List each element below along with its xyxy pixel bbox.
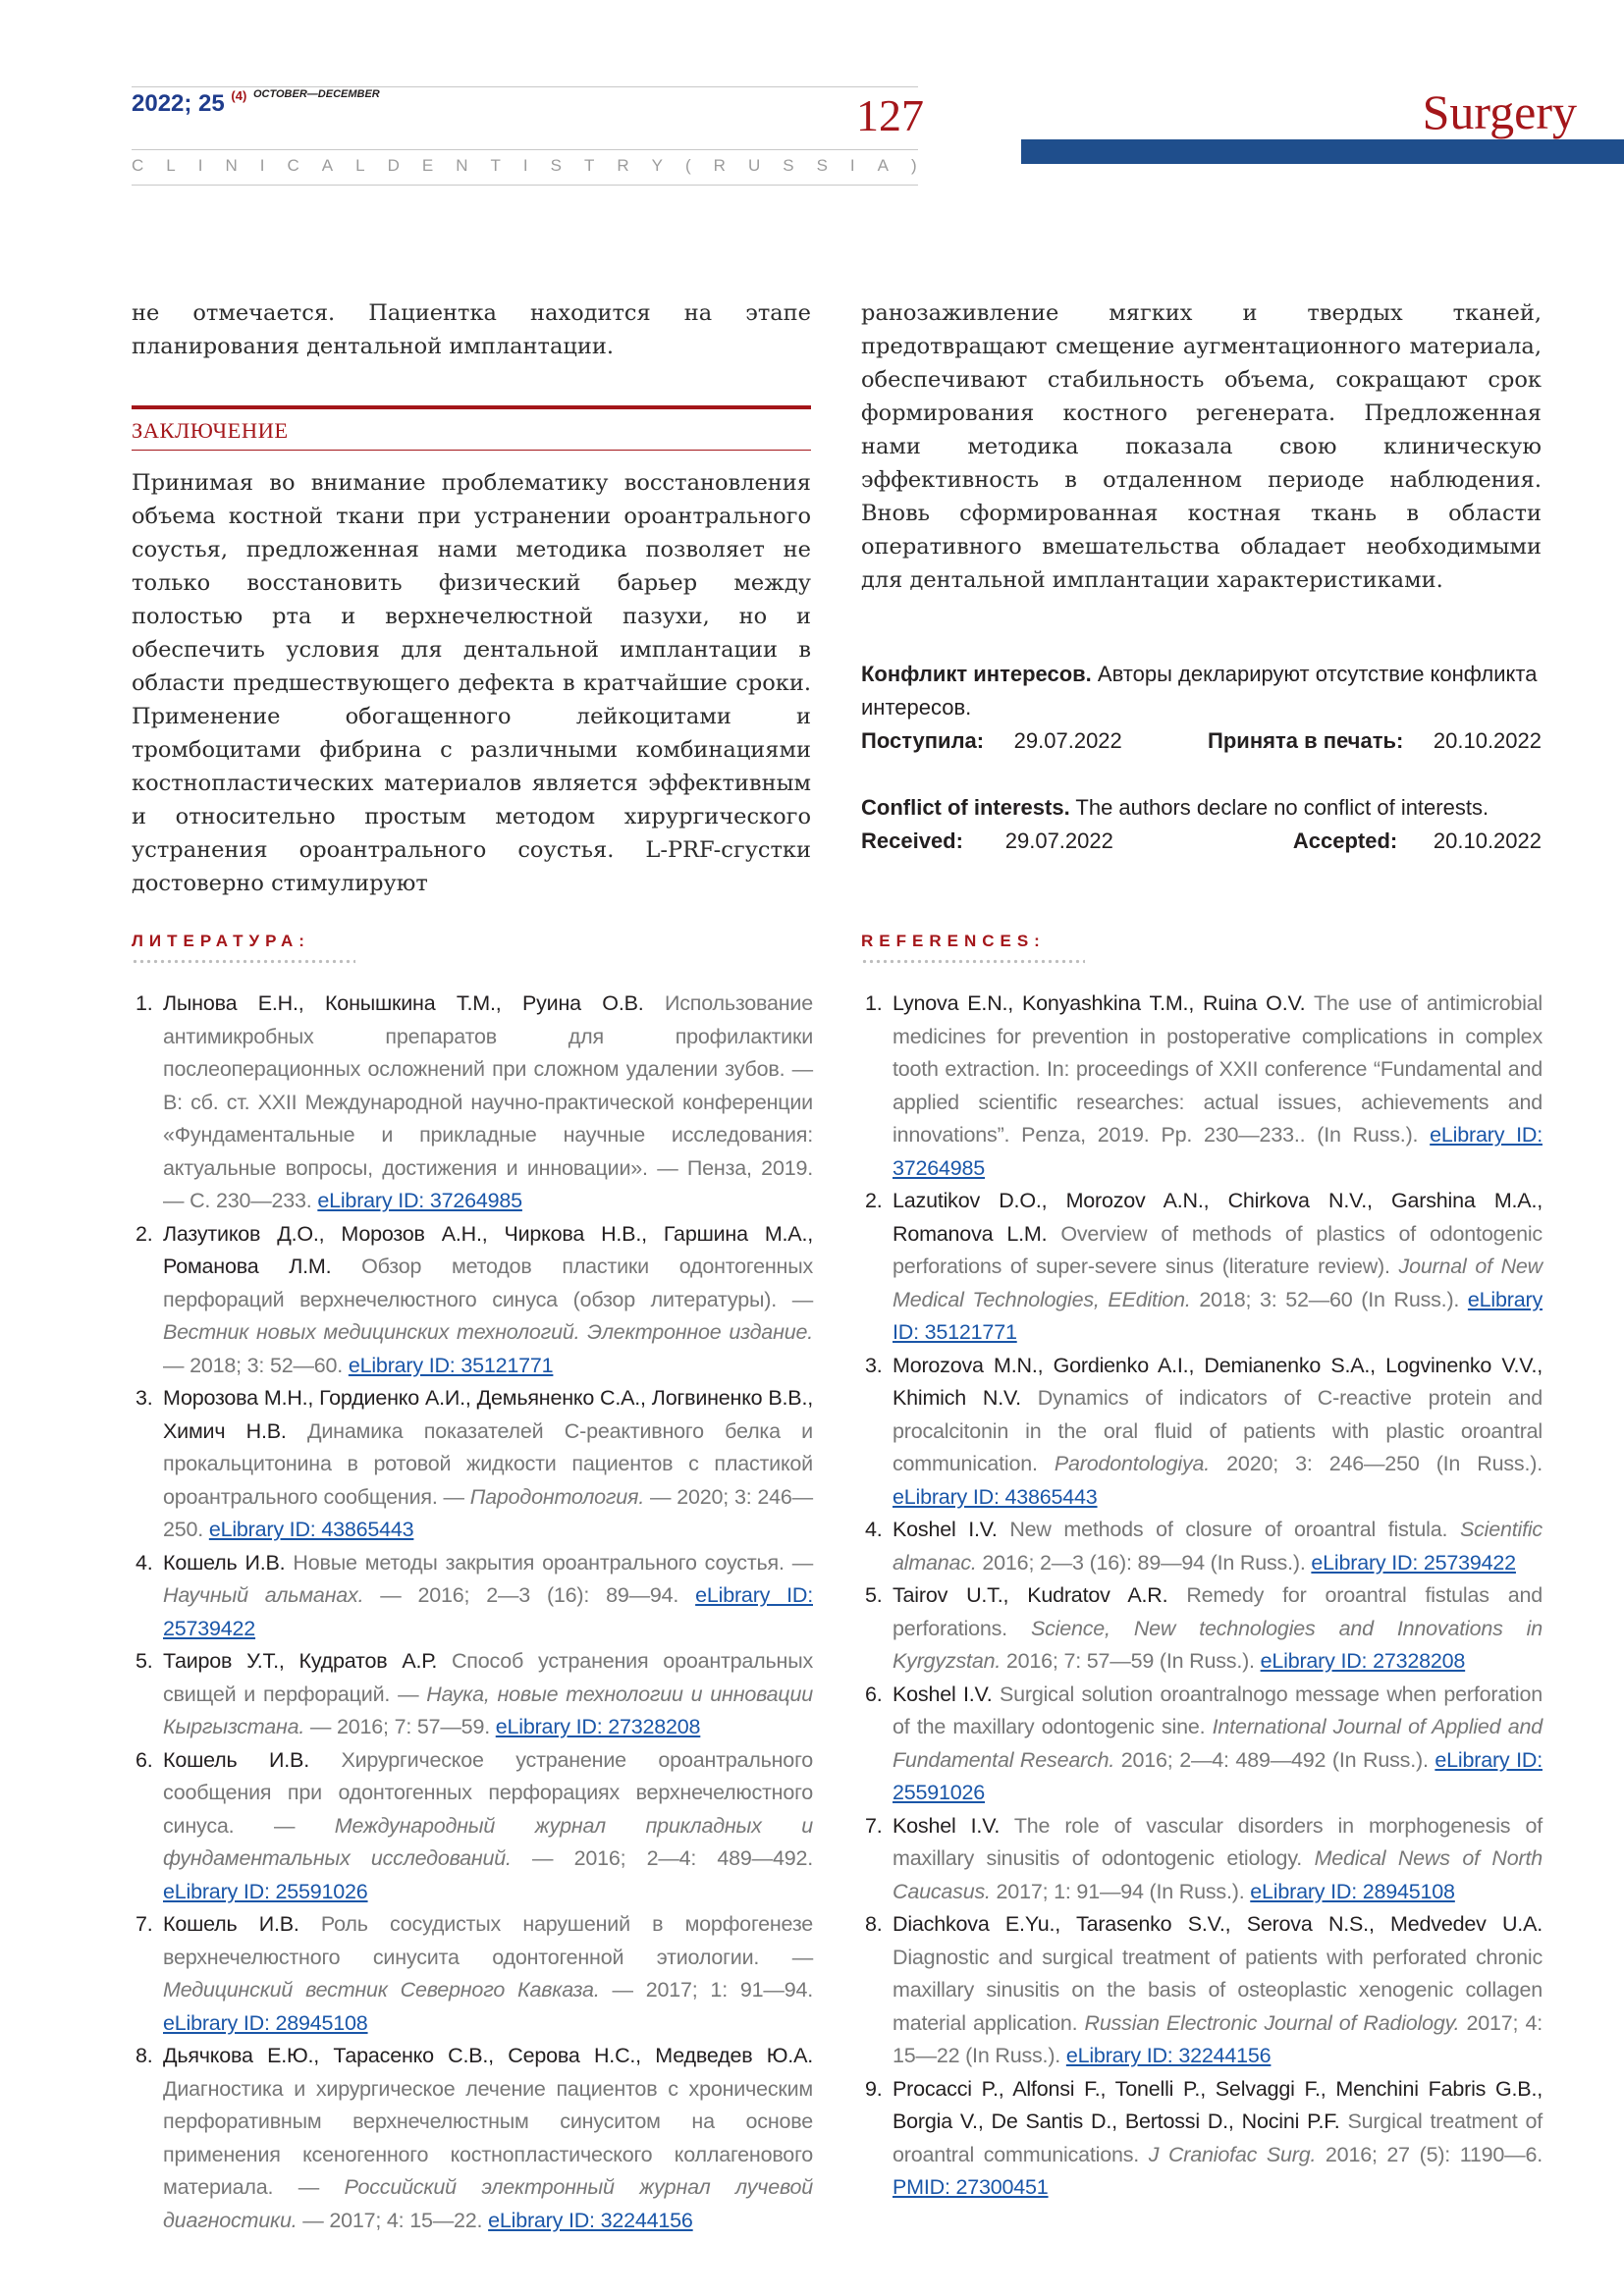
reference-num: 2. — [865, 1189, 883, 1212]
literature-num: 2. — [135, 1221, 153, 1246]
literature-tail: — 2016; 7: 57—59. — [304, 1715, 496, 1738]
reference-link[interactable]: PMID: 27300451 — [893, 2175, 1049, 2199]
literature-journal: Международный журнал прикладных и фундаментальных исследований. — [163, 1813, 813, 1870]
journal-letter: S — [816, 156, 829, 175]
reference-authors: Koshel I.V. — [893, 1682, 993, 1706]
reference-authors: Koshel I.V. — [893, 1813, 1001, 1838]
journal-letter: I — [259, 156, 266, 175]
accepted-en-label: Accepted: — [1292, 828, 1398, 853]
reference-item — [861, 1185, 1543, 1350]
reference-tail: 2016; 27 (5): 1190—6. — [1316, 2142, 1543, 2166]
reference-text: The role of vascular disorders in morphogenesis of maxillary sinusitis of odontogenic etiology. — [893, 1813, 1543, 1870]
journal-letter: T — [583, 156, 596, 175]
journal-letter: U — [747, 156, 762, 175]
reference-journal: Parodontologiya. — [1054, 1452, 1211, 1475]
reference-text: Dynamics of indicators of C-reactive protein and procalcitonin in the oral fluid of patients with plastic oroantral communication. — [893, 1386, 1543, 1475]
reference-item — [861, 988, 1543, 1185]
reference-authors: Morozova M.N., Gordienko A.I., Demianenko S.A., Logvinenko V.V., Khimich N.V. — [893, 1353, 1543, 1410]
reference-item — [861, 2073, 1543, 2205]
header-top-rule — [132, 86, 918, 87]
literature-tail: — 2016; 2—3 (16): 89—94. — [363, 1583, 696, 1607]
reference-link[interactable]: eLibrary ID: 37264985 — [893, 1123, 1543, 1180]
reference-item — [861, 1908, 1543, 2073]
journal-letter: N — [225, 156, 239, 175]
received-en-label: Received: — [861, 828, 963, 853]
literature-tail: — 2017; 4: 15—22. — [297, 2208, 489, 2232]
conclusion-paragraph-left: Принимая во внимание проблематику восстановления объема костной ткани при устранении ороантрального соустья, предложенная нами методика позволяет не только восстановить физический барьер между полостью рта и верхнечелюстной пазухи, но и обеспечить условия для дентальной имплантации в области предшествующего дефекта в кратчайшие сроки. Применение обогащенного лейкоцитами и тромбоцитами фибрина с различными комбинациями костнопластических материалов является эффективным и относительно простым методом хирургического устранения ороантрального соустья. L-PRF-сгустки достоверно стимулируют — [132, 470, 811, 896]
literature-heading: ЛИТЕРАТУРА: — [132, 932, 310, 950]
journal-letter: ( — [684, 156, 692, 175]
literature-link[interactable]: eLibrary ID: 25739422 — [163, 1583, 813, 1640]
reference-journal: Journal of New Medical Technologies, EEdition. — [893, 1255, 1543, 1311]
reference-authors: Lynova E.N., Konyashkina T.M., Ruina O.V. — [893, 991, 1306, 1015]
literature-journal: Вестник новых медицинских технологий. Электронное издание. — [163, 1320, 813, 1344]
issue-label — [132, 90, 380, 118]
conclusion-heading: ЗАКЛЮЧЕНИЕ — [132, 418, 289, 443]
section-title: Surgery — [1422, 84, 1577, 139]
journal-letter: A — [877, 156, 890, 175]
reference-item — [861, 1350, 1543, 1515]
conclusion-bottom-rule — [132, 450, 811, 451]
reference-tail: 2020; 3: 246—250 (In Russ.). — [1210, 1452, 1543, 1475]
section-color-bar — [1021, 139, 1624, 164]
journal-letter: S — [550, 156, 563, 175]
literature-num: 8. — [135, 2044, 153, 2067]
journal-letter: T — [490, 156, 502, 175]
declarations-en — [861, 791, 1542, 858]
journal-letter: C — [132, 156, 145, 175]
literature-journal: Научный альманах. — [163, 1583, 364, 1607]
reference-num: 1. — [865, 991, 883, 1015]
reference-journal: J Craniofac Surg. — [1148, 2142, 1317, 2166]
reference-num: 6. — [865, 1682, 883, 1706]
reference-tail: 2016; 2—3 (16): 89—94 (In Russ.). — [976, 1550, 1312, 1575]
conclusion-top-rule — [132, 405, 811, 409]
literature-authors: Кошель И.В. — [163, 1912, 299, 1936]
reference-link[interactable]: eLibrary ID: 25591026 — [893, 1747, 1543, 1804]
header-bottom-rule — [132, 185, 918, 186]
reference-link[interactable]: eLibrary ID: 43865443 — [893, 1484, 1098, 1509]
literature-journal: Наука, новые технологии и инновации Кыргызстана. — [163, 1682, 813, 1738]
literature-item — [132, 1908, 813, 2040]
reference-authors: Procacci P., Alfonsi F., Tonelli P., Selvaggi F., Menchini Fabris G.B., Borgia V., De Santis D., Bertossi D., Nocini P.F. — [893, 2076, 1543, 2133]
reference-text: Diagnostic and surgical treatment of patients with perforated chronic maxillary sinusitis on the basis of osteoplastic xenogenic collagen material application. — [893, 1945, 1543, 2035]
conflict-en — [861, 791, 1542, 825]
literature-tail: — 2016; 2—4: 489—492. — [511, 1846, 813, 1870]
reference-num: 5. — [865, 1583, 883, 1607]
reference-text: New methods of closure of oroantral fistula. — [997, 1518, 1460, 1541]
reference-link[interactable]: eLibrary ID: 25739422 — [1311, 1550, 1516, 1575]
reference-text: Remedy for oroantral fistulas and perforations. — [893, 1583, 1543, 1640]
conclusion-right-column — [861, 296, 1542, 597]
received-ru-date: 29.07.2022 — [1013, 728, 1122, 753]
journal-letter: ) — [910, 156, 918, 175]
reference-item — [861, 1579, 1543, 1679]
conflict-en-label: Conflict of interests. — [861, 795, 1070, 820]
reference-authors: Koshel I.V. — [893, 1518, 998, 1541]
reference-link[interactable]: eLibrary ID: 35121771 — [893, 1287, 1543, 1344]
reference-num: 4. — [865, 1518, 883, 1541]
received-ru-label: Поступила: — [861, 728, 985, 753]
reference-num: 7. — [865, 1813, 883, 1838]
reference-tail: 2018; 3: 52—60 (In Russ.). — [1190, 1287, 1468, 1311]
journal-letter: R — [617, 156, 630, 175]
literature-num: 6. — [135, 1747, 153, 1772]
left-column-intro — [132, 296, 811, 363]
journal-letter: L — [355, 156, 366, 175]
reference-authors: Diachkova E.Yu., Tarasenko S.V., Serova N.S., Medvedev U.A. — [893, 1912, 1543, 1936]
reference-link[interactable]: eLibrary ID: 27328208 — [1260, 1649, 1466, 1673]
literature-text: Динамика показателей С-реактивного белка и прокальцитонина в ротовой жидкости пациентов с пластикой ороантрального сообщения. — — [163, 1418, 813, 1509]
reference-link[interactable]: eLibrary ID: 28945108 — [1250, 1879, 1455, 1903]
reference-text: The use of antimicrobial medicines for prevention in postoperative complications in complex tooth extraction. In: proceedings of XXII conference “Fundamental and applied scientific researches: actual issues, achievements and innovations”. Penza, 2019. Pp. 230—233.. (In Russ.). — [893, 991, 1543, 1147]
literature-text: Обзор методов пластики одонтогенных перфораций верхнечелюстного синуса (обзор литературы). — — [163, 1255, 814, 1311]
literature-text: Роль сосудистых нарушений в морфогенезе верхнечелюстного синусита одонтогенной этиологии. — — [163, 1912, 813, 1969]
literature-text: Хирургическое устранение ороантрального сообщения при одонтогенных перфорациях верхнечелюстного синуса. — — [163, 1747, 813, 1838]
reference-text: Overview of methods of plastics of odontogenic perforations of super-severe sinus (literature review). — [893, 1221, 1543, 1278]
literature-journal: Медицинский вестник Северного Кавказа. — [163, 1978, 600, 2002]
journal-letter: C — [287, 156, 300, 175]
year-volume: 2022; 25 — [132, 90, 225, 117]
literature-link[interactable]: eLibrary ID: 28945108 — [163, 2010, 368, 2035]
reference-journal: Russian Electronic Journal of Radiology. — [1084, 2010, 1460, 2035]
references-dots — [861, 959, 1085, 964]
reference-num: 8. — [865, 1912, 883, 1936]
header-mid-rule — [132, 149, 918, 150]
reference-journal: Science, New technologies and Innovations in Kyrgyzstan. — [893, 1616, 1543, 1673]
accepted-ru-label: Принята в печать: — [1208, 728, 1404, 753]
reference-text: Surgical treatment of oroantral communications. — [893, 2109, 1543, 2166]
accepted-en-date: 20.10.2022 — [1433, 828, 1542, 853]
literature-item — [132, 1547, 813, 1646]
literature-link[interactable]: eLibrary ID: 37264985 — [317, 1189, 522, 1212]
literature-text: Использование антимикробных препаратов для профилактики послеоперационных осложнений при сложном удалении зубов. — В: сб. ст. XXII Международной научно-практической конференции «Фундаментальные и прикладные научные исследования: актуальные вопросы, достижения и инновации». — Пенза, 2019. — С. 230—233. — [163, 991, 813, 1212]
literature-text: Способ устранения ороантральных свищей и перфораций. — — [163, 1649, 813, 1706]
reference-authors: Tairov U.T., Kudratov A.R. — [893, 1583, 1168, 1607]
received-en-date: 29.07.2022 — [1004, 828, 1113, 853]
literature-item — [132, 2040, 813, 2237]
issue-number: (4) — [231, 88, 247, 103]
reference-num: 9. — [865, 2076, 883, 2101]
declarations-ru — [861, 658, 1542, 758]
conflict-ru-label: Конфликт интересов. — [861, 662, 1092, 686]
reference-link[interactable]: eLibrary ID: 32244156 — [1065, 2044, 1272, 2067]
literature-text: Диагностика и хирургическое лечение пациентов с хроническим перфоративным верхнечелюстным синуситом на основе применения ксеногенного костнопластического коллагенового материала. — — [163, 2076, 813, 2199]
journal-letter: L — [166, 156, 177, 175]
conflict-en-text: The authors declare no conflict of interests. — [1075, 795, 1489, 820]
literature-authors: Лынова Е.Н., Конышкина Т.М., Руина О.В. — [163, 991, 644, 1015]
literature-num: 5. — [135, 1649, 153, 1673]
literature-authors: Лазутиков Д.О., Морозов А.Н., Чиркова Н.В., Гаршина М.А., Романова Л.М. — [163, 1221, 813, 1278]
literature-authors: Морозова М.Н., Гордиенко А.И., Демьяненко С.А., Логвиненко В.В., Химич Н.В. — [163, 1386, 813, 1443]
journal-letter: E — [421, 156, 435, 175]
journal-letter: A — [321, 156, 335, 175]
literature-authors: Кошель И.В. — [163, 1550, 286, 1575]
references-list — [861, 988, 1543, 2205]
journal-name — [132, 156, 918, 176]
literature-list — [132, 988, 813, 2237]
literature-item — [132, 1744, 813, 1909]
literature-num: 4. — [135, 1550, 153, 1575]
literature-link[interactable]: eLibrary ID: 32244156 — [488, 2208, 693, 2232]
literature-tail: — 2018; 3: 52—60. — [163, 1353, 349, 1377]
literature-journal: Российский электронный журнал лучевой диагностики. — [163, 2175, 814, 2232]
literature-dots — [132, 959, 355, 964]
conflict-ru-text: Авторы декларируют отсутствие конфликта интересов. — [861, 662, 1538, 720]
reference-tail: 2017; 1: 91—94 (In Russ.). — [990, 1879, 1251, 1903]
dates-ru — [861, 724, 1542, 758]
literature-authors: Таиров У.Т., Кудратов А.Р. — [163, 1649, 438, 1673]
literature-tail: — 2020; 3: 246—250. — [163, 1484, 813, 1541]
page-number: 127 — [856, 90, 924, 140]
journal-letter: I — [849, 156, 856, 175]
conclusion-left-column — [132, 466, 811, 900]
reference-tail: 2017; 4: 15—22 (In Russ.). — [893, 2010, 1543, 2067]
journal-letter: D — [387, 156, 401, 175]
journal-letter: Y — [651, 156, 664, 175]
journal-letter: I — [197, 156, 204, 175]
literature-link[interactable]: eLibrary ID: 25591026 — [163, 1879, 368, 1903]
reference-tail: 2016; 2—4: 489—492 (In Russ.). — [1114, 1747, 1435, 1772]
reference-text: Surgical solution oroantralnogo message when perforation of the maxillary odontogenic sine. — [893, 1682, 1543, 1738]
literature-text: Новые методы закрытия ороантрального соустья. — — [285, 1550, 813, 1575]
literature-item — [132, 1382, 813, 1547]
reference-authors: Lazutikov D.O., Morozov A.N., Chirkova N.V., Garshina M.A., Romanova L.M. — [893, 1189, 1543, 1246]
reference-journal: Medical News of North Caucasus. — [893, 1846, 1543, 1903]
literature-num: 3. — [135, 1386, 153, 1410]
conclusion-paragraph-right: ранозаживление мягких и твердых тканей, предотвращают смещение аугментационного материала, обеспечивают стабильность объема, сокращают срок формирования костного регенерата. Предложенная нами методика показала свою клиническую эффективность в отдаленном периоде наблюдения. Вновь сформированная костная ткань в области оперативного вмешательства обладает необходимыми для дентальной имплантации характеристиками. — [861, 300, 1542, 593]
journal-letter: S — [783, 156, 795, 175]
references-heading: REFERENCES: — [861, 932, 1046, 950]
dates-en — [861, 825, 1542, 858]
reference-journal: International Journal of Applied and Fundamental Research. — [893, 1715, 1543, 1772]
literature-item — [132, 1645, 813, 1744]
literature-authors: Кошель И.В. — [163, 1747, 309, 1772]
reference-journal: Scientific almanac. — [893, 1518, 1543, 1575]
journal-letter: N — [456, 156, 469, 175]
accepted-ru-date: 20.10.2022 — [1433, 728, 1542, 753]
literature-item — [132, 988, 813, 1218]
literature-tail: — 2017; 1: 91—94. — [599, 1978, 813, 2002]
literature-num: 1. — [135, 991, 153, 1015]
literature-link[interactable]: eLibrary ID: 35121771 — [348, 1353, 554, 1377]
reference-tail: 2016; 7: 57—59 (In Russ.). — [1001, 1649, 1261, 1673]
reference-item — [861, 1514, 1543, 1579]
literature-authors: Дьячкова Е.Ю., Тарасенко С.В., Серова Н.С., Медведев Ю.А. — [163, 2044, 813, 2067]
literature-journal: Пародонтология. — [469, 1484, 645, 1509]
reference-item — [861, 1679, 1543, 1810]
reference-num: 3. — [865, 1353, 883, 1377]
conflict-ru — [861, 658, 1542, 724]
journal-letter: I — [522, 156, 529, 175]
literature-link[interactable]: eLibrary ID: 27328208 — [495, 1715, 701, 1738]
issue-months: OCTOBER—DECEMBER — [252, 88, 380, 100]
literature-num: 7. — [135, 1912, 153, 1936]
literature-item — [132, 1218, 813, 1383]
literature-link[interactable]: eLibrary ID: 43865443 — [208, 1518, 414, 1541]
intro-paragraph: не отмечается. Пациентка находится на этапе планирования дентальной имплантации. — [132, 300, 811, 359]
journal-letter: R — [713, 156, 727, 175]
reference-item — [861, 1810, 1543, 1909]
